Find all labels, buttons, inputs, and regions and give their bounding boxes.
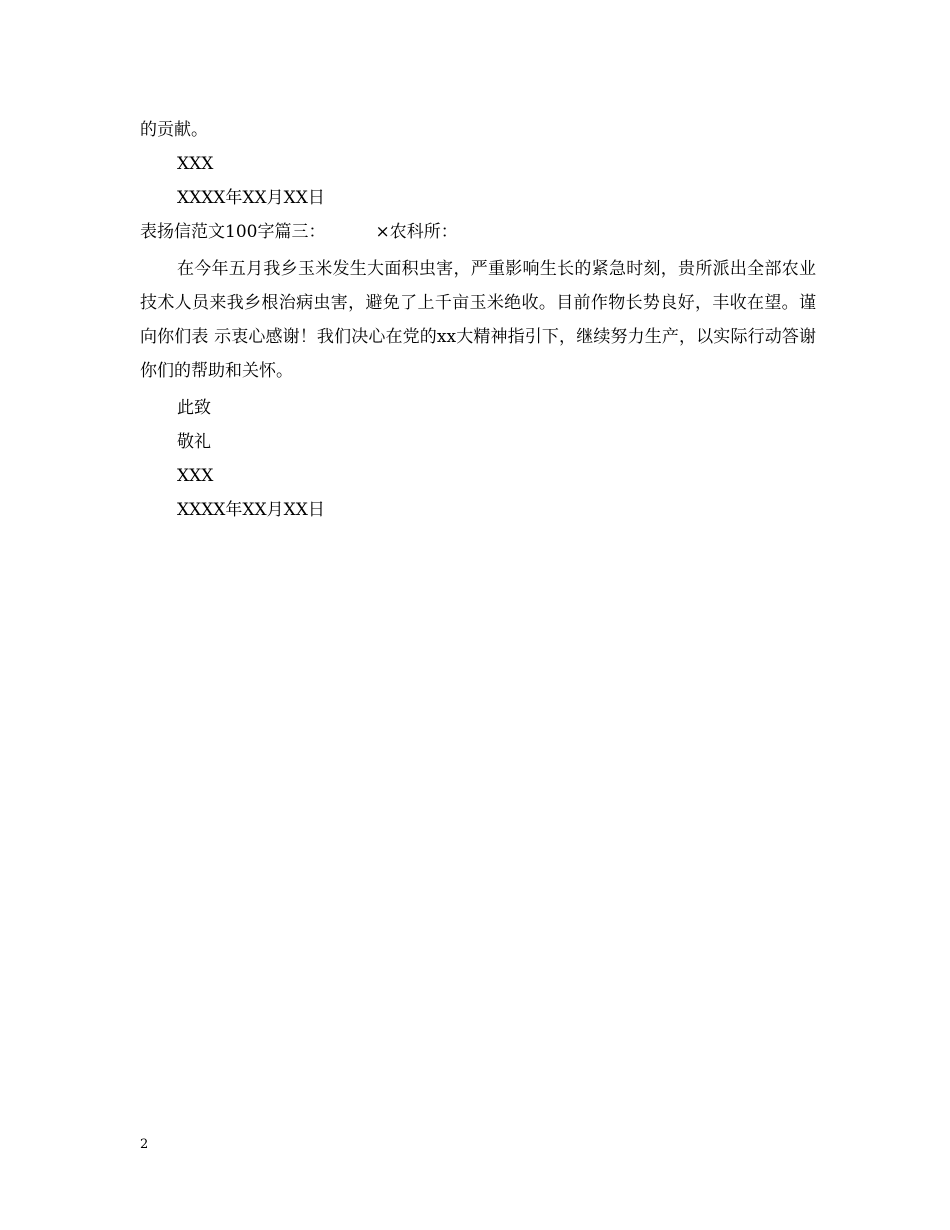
page-number: 2 (140, 1137, 149, 1152)
salutation: 此致 (177, 398, 211, 418)
regards: 敬礼 (177, 432, 211, 452)
addressee: ×农科所： (375, 222, 458, 242)
signature-1: XXX (177, 154, 214, 174)
signature-2: XXX (177, 466, 214, 486)
date-2: XXXX年XX月XX日 (177, 500, 325, 520)
section-heading (140, 221, 458, 243)
section-title: 表扬信范文100字篇三： (140, 222, 326, 242)
continuation-text: 的贡献。 (140, 120, 208, 140)
date-1: XXXX年XX月XX日 (177, 188, 325, 208)
letter-body: 在今年五月我乡玉米发生大面积虫害，严重影响生长的紧急时刻，贵所派出全部农业技术人员来我乡根治病虫害，避免了上千亩玉米绝收。目前作物长势良好，丰收在望。谨向你们表 示衷心感谢！我们决心在党的xx大精神指引下，继续努力生产，以实际行动答谢你们的帮助和关怀。 (140, 259, 816, 381)
